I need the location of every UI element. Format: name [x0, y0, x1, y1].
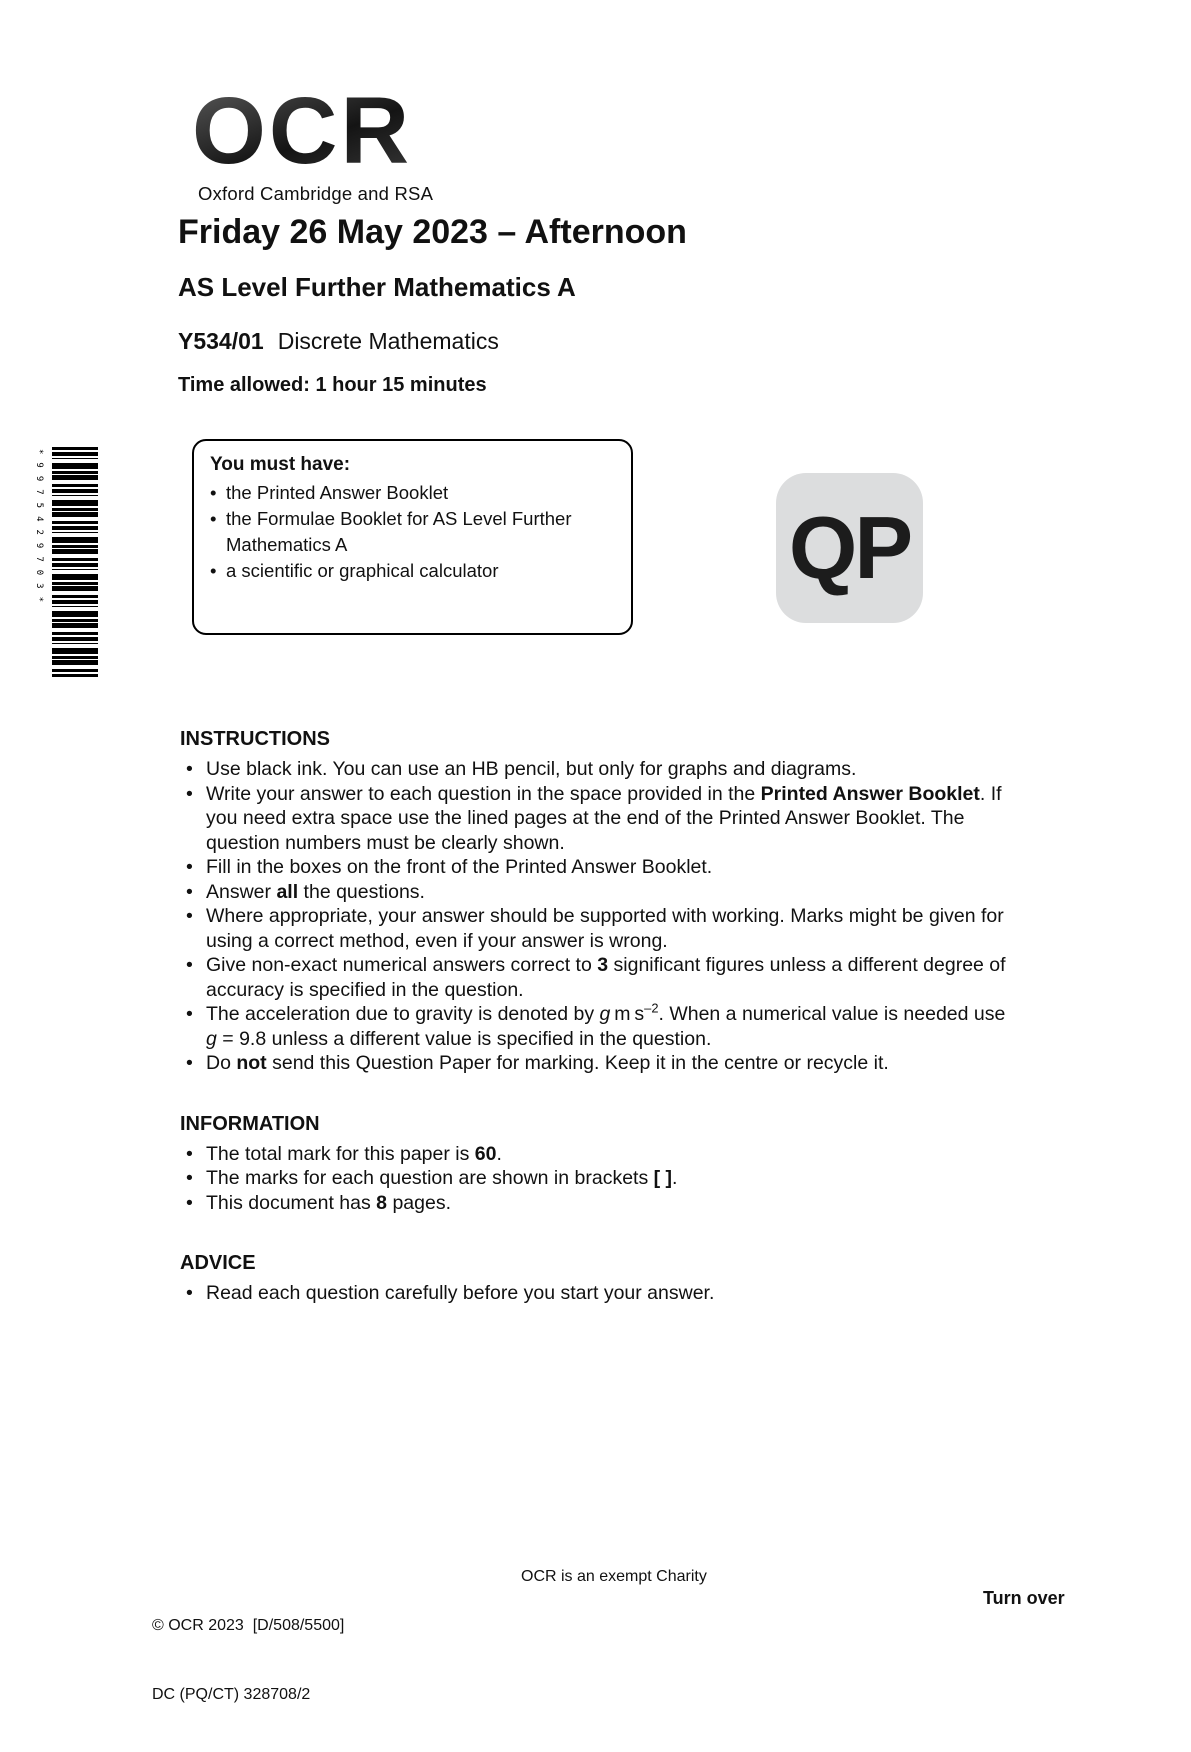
list-item: • Use black ink. You can use an HB pencil, but only for graphs and diagrams.: [180, 757, 1016, 782]
list-item: • The total mark for this paper is 60.: [180, 1142, 1016, 1167]
information-section: [180, 1113, 1016, 1216]
footer-copyright: [152, 1568, 344, 1752]
barcode-text: *9975429703*: [34, 449, 44, 611]
advice-section: [180, 1252, 1016, 1306]
list-item: • This document has 8 pages.: [180, 1191, 1016, 1216]
paper-name: Discrete Mathematics: [277, 328, 499, 354]
time-allowed: Time allowed: 1 hour 15 minutes: [178, 374, 487, 396]
list-item: • Give non-exact numerical answers correct to 3 significant figures unless a different degree of accuracy is specified in the question.: [180, 953, 1016, 1002]
paper-code-line: [178, 328, 499, 355]
instructions-list: [180, 757, 1016, 1076]
you-must-have-title: You must have:: [210, 454, 351, 475]
section-heading: ADVICE: [180, 1252, 256, 1274]
page-title: Friday 26 May 2023 – Afternoon: [178, 213, 687, 251]
ocr-logo-text: OCR: [192, 84, 433, 179]
footer-copyright-line1: © OCR 2023 [D/508/5500]: [152, 1617, 345, 1634]
list-item: • Fill in the boxes on the front of the Printed Answer Booklet.: [180, 855, 1016, 880]
section-heading: INFORMATION: [180, 1112, 320, 1135]
section-heading: INSTRUCTIONS: [180, 728, 330, 750]
list-item: • Read each question carefully before you start your answer.: [180, 1281, 1016, 1306]
list-item: • The acceleration due to gravity is denoted by g m $s^{-2}$. When a numerical value is needed use g = 9.8 unless a different value is specified in the question.: [180, 1002, 1016, 1051]
rules-area: [180, 728, 1016, 1306]
footer-charity: OCR is an exempt Charity: [521, 1568, 707, 1585]
information-list: [180, 1142, 1016, 1216]
list-item: • a scientific or graphical calculator: [210, 558, 615, 584]
barcode: [52, 447, 98, 677]
list-item: • Write your answer to each question in the space provided in the Printed Answer Booklet. If you need extra space use the lined pages at the end of the Printed Answer Booklet. The question numbers must be clearly shown.: [180, 782, 1016, 856]
you-must-have-box: [192, 439, 633, 635]
list-item: • the Printed Answer Booklet: [210, 480, 615, 506]
you-must-have-list: [210, 480, 615, 584]
ocr-logo: [192, 78, 434, 205]
list-item: • the Formulae Booklet for AS Level Further Mathematics A: [210, 506, 615, 558]
qp-badge: QP: [776, 473, 923, 623]
ocr-logo-subtitle: Oxford Cambridge and RSA: [198, 183, 434, 204]
qualification-title: AS Level Further Mathematics A: [178, 272, 576, 302]
advice-list: [180, 1281, 1016, 1306]
footer-copyright-line2: DC (PQ/CT) 328708/2: [152, 1686, 311, 1703]
list-item: • The marks for each question are shown in brackets [ ].: [180, 1166, 1016, 1191]
paper-code: Y534/01: [178, 328, 264, 354]
list-item: • Answer all the questions.: [180, 880, 1016, 905]
list-item: • Where appropriate, your answer should be supported with working. Marks might be given for using a correct method, even if your answer is wrong.: [180, 904, 1016, 953]
list-item: • Do not send this Question Paper for marking. Keep it in the centre or recycle it.: [180, 1051, 1016, 1076]
turn-over-label: Turn over: [983, 1588, 1065, 1608]
instructions-section: [180, 728, 1016, 1076]
